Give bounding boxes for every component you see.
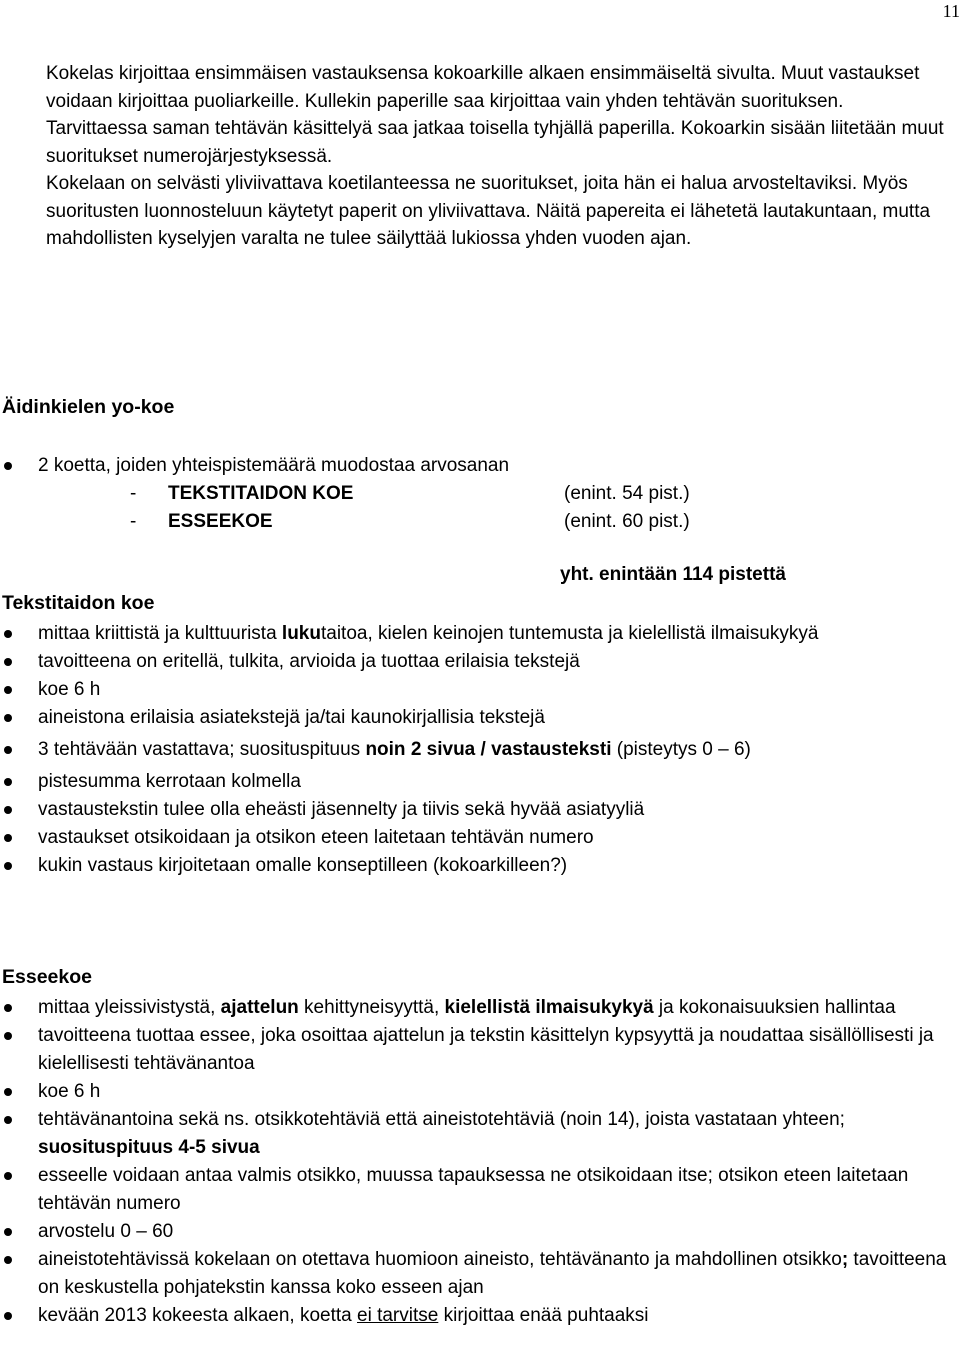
list-item: arvostelu 0 – 60 [0,1218,955,1246]
exam-name: ESSEEKOE [168,511,273,532]
list-item: vastaukset otsikoidaan ja otsikon eteen laitetaan tehtävän numero [0,824,955,852]
list-item: 3 tehtävään vastattava; suosituspituus noin 2 sivua / vastausteksti (pisteytys 0 – 6) [0,736,955,764]
list-item: aineistona erilaisia asiatekstejä ja/tai kaunokirjallisia tekstejä [0,704,955,732]
list-item: aineistotehtävissä kokelaan on otettava huomioon aineisto, tehtävänanto ja mahdollinen otsikko; tavoitteena on keskustella pohjatekstin kanssa koko esseen ajan [0,1246,955,1302]
list-item: pistesumma kerrotaan kolmella [0,768,955,796]
list-item: mittaa yleissivistystä, ajattelun kehittyneisyyttä, kielellistä ilmaisukykyä ja kokonaisuuksien hallintaa [0,994,955,1022]
page-number: 11 [942,1,960,21]
intro-text [46,60,946,253]
section1-list [0,452,955,480]
exam-points: (enint. 60 pist.) [564,511,690,532]
list-item: tavoitteena on eritellä, tulkita, arvioida ja tuottaa erilaisia tekstejä [0,648,955,676]
list-item: tehtävänantoina sekä ns. otsikkotehtäviä että aineistotehtäviä (noin 14), joista vastataan yhteen; suosituspituus 4-5 sivua [0,1106,955,1162]
section2-list [0,620,955,880]
list-item: esseelle voidaan antaa valmis otsikko, muussa tapauksessa ne otsikoidaan itse; otsikon eteen laitetaan tehtävän numero [0,1162,955,1218]
section-title-tekstitaidon-koe: Tekstitaidon koe [2,592,155,614]
total-points: yht. enintään 114 pistettä [560,564,786,585]
list-item: kevään 2013 kokeesta alkaen, koetta ei tarvitse kirjoittaa enää puhtaaksi [0,1302,955,1330]
list-item: 2 koetta, joiden yhteispistemäärä muodostaa arvosanan [0,452,955,480]
intro-paragraph-1: Kokelas kirjoittaa ensimmäisen vastauksensa kokoarkille alkaen ensimmäiseltä sivulta. Muut vastaukset voidaan kirjoittaa puoliarkeille. Kullekin paperille saa kirjoittaa vain yhden tehtävän suorituksen. Tarvittaessa saman tehtävän käsittelyä saa jatkaa toisella tyhjällä paperilla. Kokoarkin sisään liitetään muut suoritukset numerojärjestyksessä. [46,63,944,167]
list-item: kukin vastaus kirjoitetaan omalle konseptilleen (kokoarkilleen?) [0,852,955,880]
exam-points: (enint. 54 pist.) [564,483,690,504]
section-title-esseekoe: Esseekoe [2,966,92,988]
section3-list [0,994,955,1330]
list-item: koe 6 h [0,1078,955,1106]
section-title-aidinkielen-yo-koe: Äidinkielen yo-koe [2,396,175,418]
exam-name: TEKSTITAIDON KOE [168,483,354,504]
list-item: mittaa kriittistä ja kulttuurista lukutaitoa, kielen keinojen tuntemusta ja kielellistä ilmaisukykyä [0,620,955,648]
intro-paragraph-2: Kokelaan on selvästi yliviivattava koetilanteessa ne suoritukset, joita hän ei halua arvosteltaviksi. Myös suoritusten luonnosteluun käytetyt paperit on yliviivattava. Näitä papereita ei lähetetä lautakuntaan, mutta mahdollisten kyselyjen varalta ne tulee säilyttää lukiossa yhden vuoden ajan. [46,173,931,249]
list-item: vastaustekstin tulee olla eheästi jäsennelty ja tiivis sekä hyvää asiatyyliä [0,796,955,824]
list-item: koe 6 h [0,676,955,704]
list-item: tavoitteena tuottaa essee, joka osoittaa ajattelun ja tekstin käsittelyn kypsyyttä ja noudattaa sisällöllisesti ja kielellisesti tehtävänantoa [0,1022,955,1078]
